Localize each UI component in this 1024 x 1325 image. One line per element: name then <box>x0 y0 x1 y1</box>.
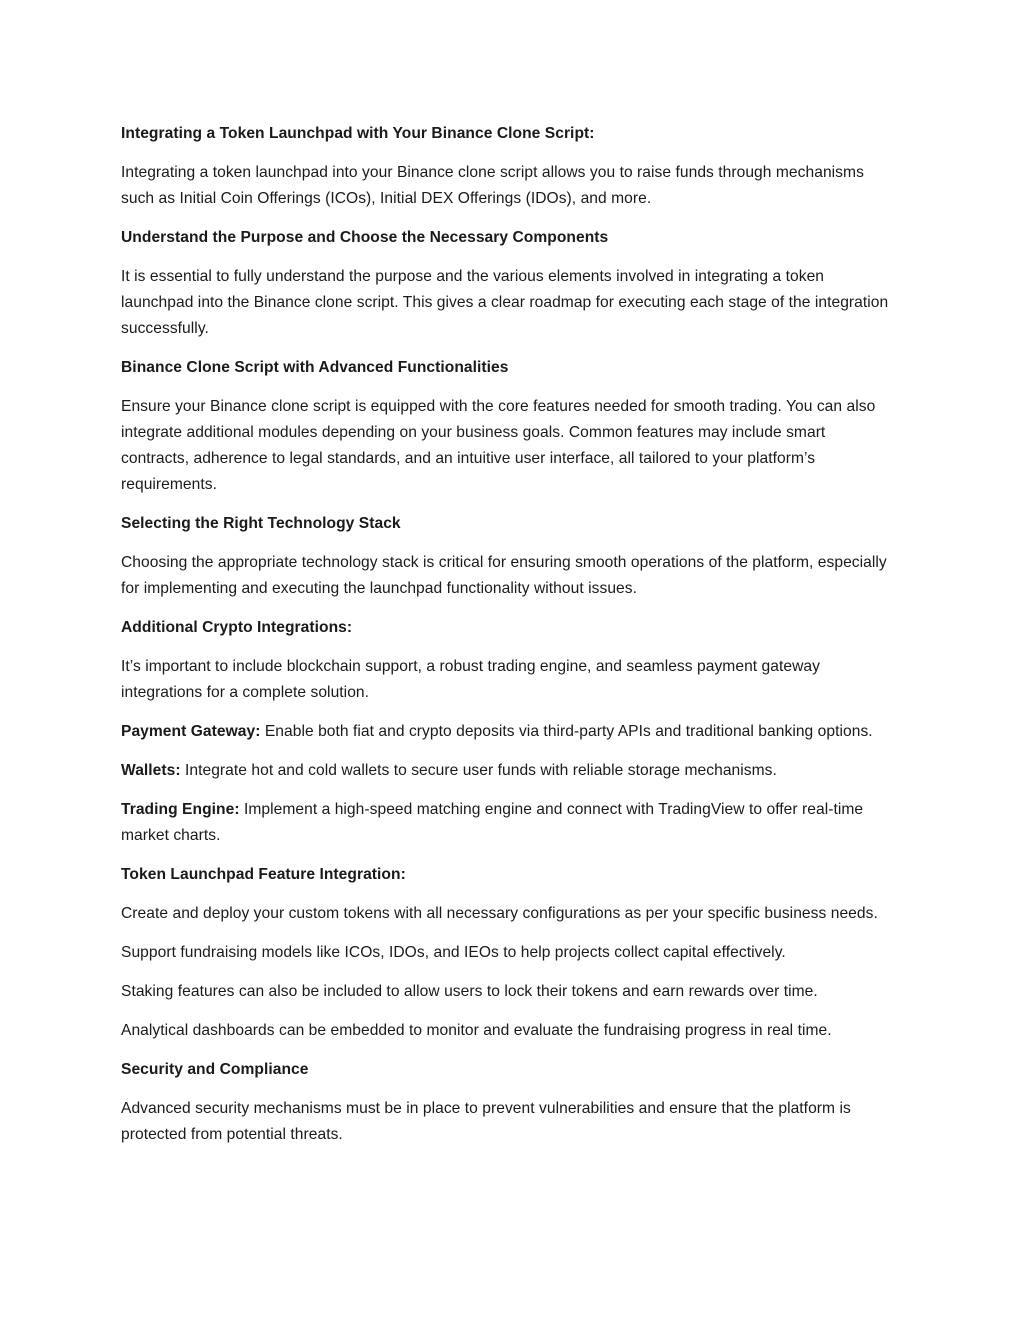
body-paragraph: Analytical dashboards can be embedded to monitor and evaluate the fundraising progress in real time. <box>121 1022 832 1039</box>
payment-gateway-lead: Payment Gateway: <box>121 723 261 740</box>
section-heading: Selecting the Right Technology Stack <box>121 515 401 532</box>
body-paragraph: Integrating a token launchpad into your Binance clone script allows you to raise funds through mechanisms such as Initial Coin Offerings (ICOs), Initial DEX Offerings (IDOs), and more. <box>121 164 864 207</box>
section-heading: Security and Compliance <box>121 1061 309 1078</box>
section-heading: Understand the Purpose and Choose the Necessary Components <box>121 229 609 246</box>
body-paragraph: It’s important to include blockchain support, a robust trading engine, and seamless payment gateway integrations for a complete solution. <box>121 658 820 701</box>
trading-engine-item <box>121 797 896 849</box>
body-paragraph: Staking features can also be included to allow users to lock their tokens and earn rewards over time. <box>121 983 818 1000</box>
section-heading: Additional Crypto Integrations: <box>121 619 353 636</box>
body-paragraph: Choosing the appropriate technology stack is critical for ensuring smooth operations of the platform, especially for implementing and executing the launchpad functionality without issues. <box>121 554 887 597</box>
section-heading: Integrating a Token Launchpad with Your Binance Clone Script: <box>121 125 595 142</box>
body-paragraph: Advanced security mechanisms must be in place to prevent vulnerabilities and ensure that the platform is protected from potential threats. <box>121 1100 851 1143</box>
section-heading: Token Launchpad Feature Integration: <box>121 866 406 883</box>
payment-gateway-text: Enable both fiat and crypto deposits via third-party APIs and traditional banking options. <box>260 723 873 740</box>
section-heading: Binance Clone Script with Advanced Functionalities <box>121 359 509 376</box>
wallets-lead: Wallets: <box>121 762 181 779</box>
body-paragraph: It is essential to fully understand the purpose and the various elements involved in integrating a token launchpad into the Binance clone script. This gives a clear roadmap for executing each stage of the integration successfully. <box>121 268 889 337</box>
wallets-item <box>121 758 896 784</box>
trading-engine-lead: Trading Engine: <box>121 801 240 818</box>
body-paragraph: Create and deploy your custom tokens with all necessary configurations as per your specific business needs. <box>121 905 878 922</box>
wallets-text: Integrate hot and cold wallets to secure user funds with reliable storage mechanisms. <box>180 762 777 779</box>
body-paragraph: Support fundraising models like ICOs, IDOs, and IEOs to help projects collect capital effectively. <box>121 944 786 961</box>
trading-engine-text: Implement a high-speed matching engine and connect with TradingView to offer real-time market charts. <box>121 801 864 844</box>
body-paragraph: Ensure your Binance clone script is equipped with the core features needed for smooth trading. You can also integrate additional modules depending on your business goals. Common features may include smart contracts, adherence to legal standards, and an intuitive user interface, all tailored to your platform’s requirements. <box>121 398 876 493</box>
payment-gateway-item <box>121 719 896 745</box>
